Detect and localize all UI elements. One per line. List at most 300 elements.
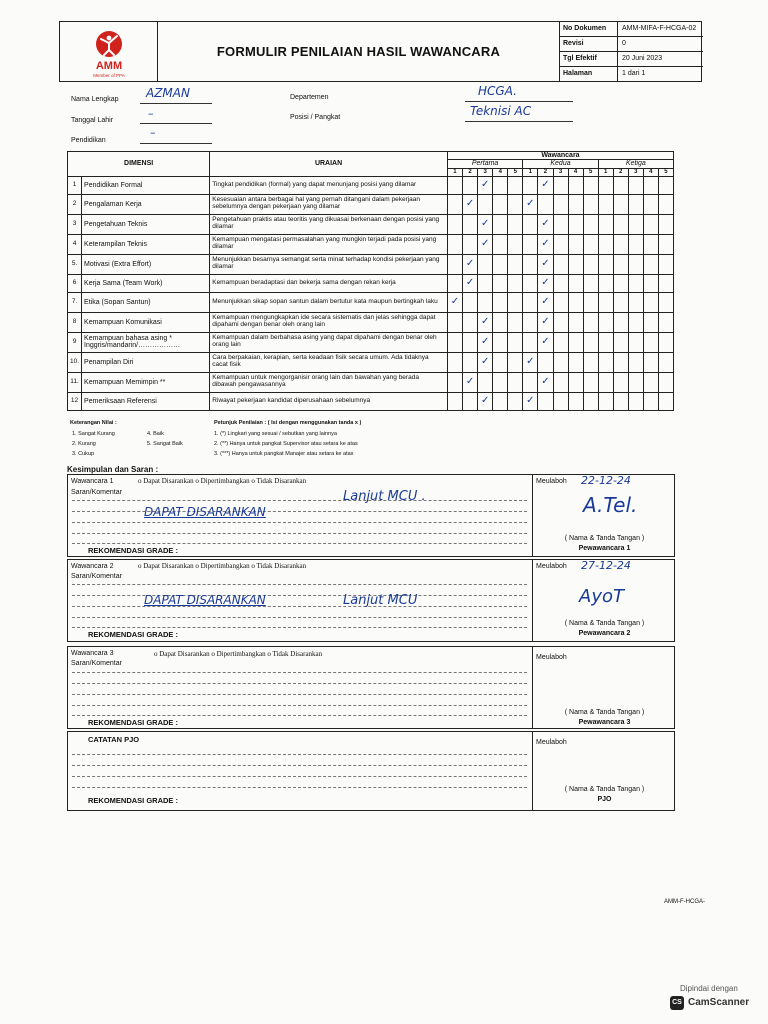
score-cell[interactable] [658, 372, 673, 392]
score-cell[interactable] [523, 352, 538, 372]
score-cell[interactable] [538, 292, 553, 312]
score-cell[interactable] [447, 254, 462, 274]
score-cell[interactable] [613, 312, 628, 332]
score-cell[interactable] [628, 274, 643, 292]
scale-cell: 4 [568, 168, 583, 176]
wawancara-1-box [67, 474, 675, 557]
score-cell[interactable] [447, 292, 462, 312]
scale-cell: 3 [628, 168, 643, 176]
score-cell[interactable] [523, 176, 538, 194]
dimensi-cell: Pengetahuan Teknis [82, 214, 210, 234]
date-handwriting: 27-12-24 [581, 559, 631, 572]
pendidikan-value: – [150, 126, 156, 139]
score-cell[interactable] [523, 214, 538, 234]
score-cell[interactable] [613, 292, 628, 312]
check-mark-icon: ✓ [541, 315, 550, 327]
table-row [68, 214, 674, 234]
check-mark-icon: ✓ [541, 295, 550, 307]
tanggal-lahir-value: – [148, 107, 154, 120]
score-cell[interactable] [463, 214, 478, 234]
row-number: 1 [68, 176, 82, 194]
score-cell[interactable] [463, 176, 478, 194]
table-row [68, 292, 674, 312]
uraian-cell: Kemampuan untuk mengorganisir orang lain dan bawahan yang berada dibawah pengawasannya [210, 372, 448, 392]
row-number: 8 [68, 312, 82, 332]
score-cell[interactable] [447, 274, 462, 292]
score-cell[interactable] [583, 234, 598, 254]
petunjuk-title: Petunjuk Penilaian : ( Isi dengan menggunakan tanda x ) [214, 420, 362, 426]
comment-handwriting: DAPAT DISARANKAN [144, 593, 266, 607]
score-cell[interactable] [568, 254, 583, 274]
score-cell[interactable] [447, 312, 462, 332]
score-cell[interactable] [478, 176, 493, 194]
score-cell[interactable] [463, 352, 478, 372]
table-row [68, 332, 674, 352]
recommendation-options[interactable]: o Dapat Disarankan o Dipertimbangkan o Tidak Disarankan [154, 650, 323, 658]
score-cell[interactable] [508, 332, 523, 352]
meta-row [560, 67, 703, 82]
signature-caption: ( Nama & Tanda Tangan ) [564, 786, 645, 793]
score-cell[interactable] [568, 392, 583, 410]
check-mark-icon: ✓ [526, 355, 535, 367]
score-cell[interactable] [447, 194, 462, 214]
score-cell[interactable] [493, 234, 508, 254]
score-cell[interactable] [658, 274, 673, 292]
petunjuk-item: 1. (*) Lingkari yang sesuai / sebutkan yang lainnya [214, 431, 337, 437]
score-cell[interactable] [643, 352, 658, 372]
score-cell[interactable] [598, 312, 613, 332]
dimensi-cell: Pengalaman Kerja [82, 194, 210, 214]
score-cell[interactable] [508, 254, 523, 274]
score-cell[interactable] [613, 254, 628, 274]
check-mark-icon: ✓ [450, 295, 460, 307]
score-cell[interactable] [568, 214, 583, 234]
check-mark-icon: ✓ [541, 335, 550, 347]
score-cell[interactable] [643, 372, 658, 392]
footer-doc-code: AMM-F-HCGA- [664, 899, 705, 905]
score-cell[interactable] [568, 352, 583, 372]
score-cell[interactable] [583, 176, 598, 194]
row-number: 4 [68, 234, 82, 254]
score-cell[interactable] [523, 254, 538, 274]
score-cell[interactable] [628, 292, 643, 312]
signature-caption: ( Nama & Tanda Tangan ) [564, 709, 645, 716]
score-cell[interactable] [568, 312, 583, 332]
check-mark-icon: ✓ [480, 394, 490, 406]
score-cell[interactable] [478, 372, 493, 392]
meta-row [560, 37, 703, 52]
score-cell[interactable] [598, 194, 613, 214]
score-cell[interactable] [538, 332, 553, 352]
score-cell[interactable] [508, 176, 523, 194]
score-cell[interactable] [598, 372, 613, 392]
meta-key: Halaman [560, 67, 618, 82]
score-cell[interactable] [613, 234, 628, 254]
score-cell[interactable] [447, 352, 462, 372]
score-cell[interactable] [538, 352, 553, 372]
score-cell[interactable] [568, 292, 583, 312]
score-cell[interactable] [643, 332, 658, 352]
score-cell[interactable] [598, 392, 613, 410]
score-cell[interactable] [463, 392, 478, 410]
score-cell[interactable] [538, 274, 553, 292]
score-cell[interactable] [643, 176, 658, 194]
meta-value: 0 [622, 40, 626, 47]
score-cell[interactable] [583, 352, 598, 372]
score-cell[interactable] [628, 352, 643, 372]
score-cell[interactable] [628, 392, 643, 410]
score-cell[interactable] [538, 372, 553, 392]
row-number: 2 [68, 194, 82, 214]
score-cell[interactable] [658, 176, 673, 194]
score-cell[interactable] [598, 352, 613, 372]
uraian-cell: Riwayat pekerjaan kandidat diperusahaan sebelumnya [210, 392, 448, 410]
score-cell[interactable] [643, 312, 658, 332]
score-cell[interactable] [553, 194, 568, 214]
uraian-cell: Kesesuaian antara berbagai hal yang pernah ditangani dalam pekerjaan sebelumnya dengan pekerjaan yang dilamar [210, 194, 448, 214]
score-cell[interactable] [553, 214, 568, 234]
score-cell[interactable] [568, 274, 583, 292]
score-cell[interactable] [553, 352, 568, 372]
recommendation-options[interactable]: o Dapat Disarankan o Dipertimbangkan o Tidak Disarankan [138, 562, 307, 570]
check-mark-icon: ✓ [480, 315, 490, 327]
group-ketiga: Ketiga [598, 160, 673, 168]
score-cell[interactable] [493, 372, 508, 392]
scale-cell: 5 [658, 168, 673, 176]
score-cell[interactable] [463, 274, 478, 292]
score-cell[interactable] [553, 372, 568, 392]
score-cell[interactable] [553, 332, 568, 352]
score-cell[interactable] [478, 234, 493, 254]
uraian-cell: Menunjukkan besarnya semangat serta minat terhadap kondisi pekerjaan yang dilamar [210, 254, 448, 274]
score-cell[interactable] [523, 372, 538, 392]
score-cell[interactable] [478, 292, 493, 312]
score-cell[interactable] [628, 254, 643, 274]
score-cell[interactable] [553, 312, 568, 332]
comment-handwriting: Lanjut MCU . [343, 489, 426, 504]
score-cell[interactable] [553, 234, 568, 254]
score-cell[interactable] [508, 214, 523, 234]
uraian-cell: Cara berpakaian, kerapian, serta keadaan fisik secara umum. Ada tidaknya cacat fisik [210, 352, 448, 372]
dimensi-cell: Pendidikan Formal [82, 176, 210, 194]
catatan-pjo-label: CATATAN PJO [88, 735, 140, 744]
score-cell[interactable] [478, 352, 493, 372]
score-cell[interactable] [613, 372, 628, 392]
score-cell[interactable] [447, 234, 462, 254]
group-kedua: Kedua [523, 160, 598, 168]
score-cell[interactable] [523, 292, 538, 312]
score-cell[interactable] [508, 392, 523, 410]
dimensi-cell: Kemampuan Komunikasi [82, 312, 210, 332]
check-mark-icon: ✓ [465, 257, 475, 269]
score-cell[interactable] [643, 214, 658, 234]
document-meta [560, 22, 703, 81]
score-cell[interactable] [568, 372, 583, 392]
score-cell[interactable] [568, 194, 583, 214]
score-cell[interactable] [447, 176, 462, 194]
scale-cell: 5 [508, 168, 523, 176]
score-cell[interactable] [628, 372, 643, 392]
score-cell[interactable] [493, 312, 508, 332]
score-cell[interactable] [613, 176, 628, 194]
score-cell[interactable] [508, 372, 523, 392]
score-cell[interactable] [523, 274, 538, 292]
score-cell[interactable] [463, 292, 478, 312]
comment-handwriting: Lanjut MCU [343, 593, 418, 608]
score-cell[interactable] [628, 312, 643, 332]
score-cell[interactable] [583, 392, 598, 410]
score-cell[interactable] [523, 392, 538, 410]
score-cell[interactable] [463, 194, 478, 214]
score-cell[interactable] [553, 176, 568, 194]
signature: A.Tel. [583, 493, 638, 517]
score-cell[interactable] [493, 332, 508, 352]
posisi-value: Teknisi AC [470, 104, 532, 118]
score-cell[interactable] [598, 214, 613, 234]
score-cell[interactable] [508, 274, 523, 292]
score-cell[interactable] [658, 194, 673, 214]
score-cell[interactable] [583, 332, 598, 352]
check-mark-icon: ✓ [541, 375, 550, 387]
logo-subtext: Member of PPA [93, 73, 125, 78]
score-cell[interactable] [478, 274, 493, 292]
score-cell[interactable] [478, 332, 493, 352]
score-cell[interactable] [613, 392, 628, 410]
wawancara-2-box [67, 559, 675, 642]
score-cell[interactable] [598, 176, 613, 194]
wawancara-3-label: Wawancara 3 [71, 650, 114, 657]
dimensi-cell: Kemampuan Memimpin ** [82, 372, 210, 392]
uraian-cell: Kemampuan beradaptasi dan bekerja sama dengan rekan kerja [210, 274, 448, 292]
score-cell[interactable] [643, 234, 658, 254]
score-cell[interactable] [447, 332, 462, 352]
legend-item: 5. Sangat Baik [147, 441, 183, 447]
score-cell[interactable] [553, 292, 568, 312]
date-handwriting: 22-12-24 [581, 474, 631, 487]
score-cell[interactable] [463, 312, 478, 332]
score-cell[interactable] [493, 214, 508, 234]
score-cell[interactable] [643, 392, 658, 410]
rekomendasi-grade-label: REKOMENDASI GRADE : [88, 546, 179, 555]
score-cell[interactable] [628, 332, 643, 352]
score-cell[interactable] [508, 352, 523, 372]
departemen-label: Departemen [290, 94, 329, 101]
score-cell[interactable] [478, 254, 493, 274]
score-cell[interactable] [643, 292, 658, 312]
score-cell[interactable] [478, 194, 493, 214]
scanner-watermark [668, 982, 760, 1016]
meta-value: AMM-MIFA-F-HCGA-02 [622, 25, 697, 32]
check-mark-icon: ✓ [541, 276, 550, 288]
score-cell[interactable] [523, 332, 538, 352]
assessment-rows [68, 176, 674, 410]
check-mark-icon: ✓ [480, 355, 490, 367]
score-cell[interactable] [628, 214, 643, 234]
row-number: 7. [68, 292, 82, 312]
score-cell[interactable] [538, 254, 553, 274]
check-mark-icon: ✓ [480, 237, 490, 249]
scale-cell: 2 [613, 168, 628, 176]
place-label: Meulaboh [536, 739, 567, 746]
score-cell[interactable] [538, 392, 553, 410]
score-cell[interactable] [508, 234, 523, 254]
uraian-cell: Kemampuan mengungkapkan ide secara sistematis dan jelas sehingga dapat dipahami dengan benar oleh orang lain [210, 312, 448, 332]
score-cell[interactable] [568, 332, 583, 352]
score-cell[interactable] [523, 312, 538, 332]
check-mark-icon: ✓ [541, 178, 550, 190]
score-cell[interactable] [523, 234, 538, 254]
score-cell[interactable] [508, 292, 523, 312]
score-cell[interactable] [658, 214, 673, 234]
score-cell[interactable] [463, 332, 478, 352]
table-row [68, 372, 674, 392]
score-cell[interactable] [523, 194, 538, 214]
score-cell[interactable] [447, 392, 462, 410]
recommendation-options[interactable]: o Dapat Disarankan o Dipertimbangkan o Tidak Disarankan [138, 477, 307, 485]
score-cell[interactable] [538, 176, 553, 194]
role-label: Pewawancara 2 [578, 630, 631, 637]
score-cell[interactable] [553, 254, 568, 274]
score-cell[interactable] [643, 254, 658, 274]
check-mark-icon: ✓ [480, 217, 490, 229]
check-mark-icon: ✓ [541, 217, 550, 229]
camscanner-icon: CS [670, 996, 684, 1010]
score-cell[interactable] [447, 372, 462, 392]
row-number: 5. [68, 254, 82, 274]
score-cell[interactable] [613, 332, 628, 352]
score-cell[interactable] [628, 194, 643, 214]
score-cell[interactable] [538, 214, 553, 234]
dimensi-cell: Kemampuan bahasa asing * Inggris/mandarin/……………… [82, 332, 210, 352]
score-cell[interactable] [493, 176, 508, 194]
score-cell[interactable] [493, 392, 508, 410]
scanner-line2: CamScanner [688, 997, 750, 1008]
score-cell[interactable] [583, 214, 598, 234]
check-mark-icon: ✓ [465, 276, 475, 288]
score-cell[interactable] [493, 292, 508, 312]
scale-cell: 1 [598, 168, 613, 176]
table-row [68, 392, 674, 410]
score-cell[interactable] [493, 254, 508, 274]
score-cell[interactable] [658, 234, 673, 254]
company-logo [60, 22, 158, 81]
departemen-value: HCGA. [478, 84, 517, 98]
rekomendasi-grade-label: REKOMENDASI GRADE : [88, 796, 179, 805]
scale-cell: 3 [478, 168, 493, 176]
pendidikan-label: Pendidikan [71, 137, 106, 144]
score-cell[interactable] [478, 392, 493, 410]
dimensi-cell: Motivasi (Extra Effort) [82, 254, 210, 274]
saran-label: Saran/Komentar [71, 660, 122, 667]
col-dimensi: DIMENSI [68, 152, 210, 177]
group-pertama: Pertama [447, 160, 522, 168]
table-row [68, 234, 674, 254]
score-cell[interactable] [628, 176, 643, 194]
score-cell[interactable] [658, 352, 673, 372]
score-cell[interactable] [643, 194, 658, 214]
row-number: 6 [68, 274, 82, 292]
petunjuk-item: 3. (***) Hanya untuk pangkat Manajer atau setara ke atas [214, 451, 354, 457]
score-cell[interactable] [568, 176, 583, 194]
score-cell[interactable] [598, 332, 613, 352]
score-cell[interactable] [628, 234, 643, 254]
check-mark-icon: ✓ [465, 375, 475, 387]
score-cell[interactable] [508, 194, 523, 214]
score-cell[interactable] [658, 254, 673, 274]
score-cell[interactable] [613, 214, 628, 234]
form-title: FORMULIR PENILAIAN HASIL WAWANCARA [158, 22, 560, 81]
score-cell[interactable] [613, 274, 628, 292]
score-cell[interactable] [508, 312, 523, 332]
score-cell[interactable] [493, 352, 508, 372]
score-cell[interactable] [553, 274, 568, 292]
score-cell[interactable] [583, 254, 598, 274]
score-cell[interactable] [643, 274, 658, 292]
score-cell[interactable] [583, 274, 598, 292]
score-cell[interactable] [553, 392, 568, 410]
score-cell[interactable] [538, 194, 553, 214]
col-uraian: URAIAN [210, 152, 448, 177]
score-cell[interactable] [478, 312, 493, 332]
score-cell[interactable] [598, 254, 613, 274]
score-cell[interactable] [493, 194, 508, 214]
score-cell[interactable] [583, 194, 598, 214]
role-label: Pewawancara 3 [578, 719, 631, 726]
scanner-line1: Dipindai dengan [680, 984, 738, 993]
score-cell[interactable] [598, 274, 613, 292]
score-cell[interactable] [658, 312, 673, 332]
signature: AyoT [579, 586, 624, 607]
check-mark-icon: ✓ [541, 257, 550, 269]
table-row [68, 352, 674, 372]
table-row [68, 254, 674, 274]
posisi-label: Posisi / Pangkat [290, 114, 341, 121]
score-cell[interactable] [613, 352, 628, 372]
row-number: 3 [68, 214, 82, 234]
score-cell[interactable] [583, 372, 598, 392]
score-cell[interactable] [658, 392, 673, 410]
score-cell[interactable] [598, 234, 613, 254]
score-cell[interactable] [613, 194, 628, 214]
score-cell[interactable] [568, 234, 583, 254]
col-wawancara: Wawancara [447, 152, 673, 160]
score-cell[interactable] [538, 234, 553, 254]
scale-cell: 1 [447, 168, 462, 176]
score-cell[interactable] [463, 234, 478, 254]
saran-label: Saran/Komentar [71, 489, 122, 496]
place-label: Meulaboh [536, 654, 567, 661]
score-cell[interactable] [463, 254, 478, 274]
score-cell[interactable] [598, 292, 613, 312]
check-mark-icon: ✓ [541, 237, 550, 249]
dimensi-cell: Etika (Sopan Santun) [82, 292, 210, 312]
tanggal-lahir-label: Tanggal Lahir [71, 117, 114, 124]
score-cell[interactable] [463, 372, 478, 392]
meta-value: 1 dari 1 [622, 70, 646, 77]
score-cell[interactable] [478, 214, 493, 234]
score-cell[interactable] [658, 332, 673, 352]
score-cell[interactable] [583, 292, 598, 312]
comment-handwriting: DAPAT DISARANKAN [144, 505, 266, 519]
legend-item: 4. Baik [147, 431, 164, 437]
check-mark-icon: ✓ [526, 394, 535, 406]
score-cell[interactable] [538, 312, 553, 332]
score-cell[interactable] [583, 312, 598, 332]
score-cell[interactable] [447, 214, 462, 234]
score-cell[interactable] [493, 274, 508, 292]
dimensi-cell: Kerja Sama (Team Work) [82, 274, 210, 292]
score-cell[interactable] [658, 292, 673, 312]
